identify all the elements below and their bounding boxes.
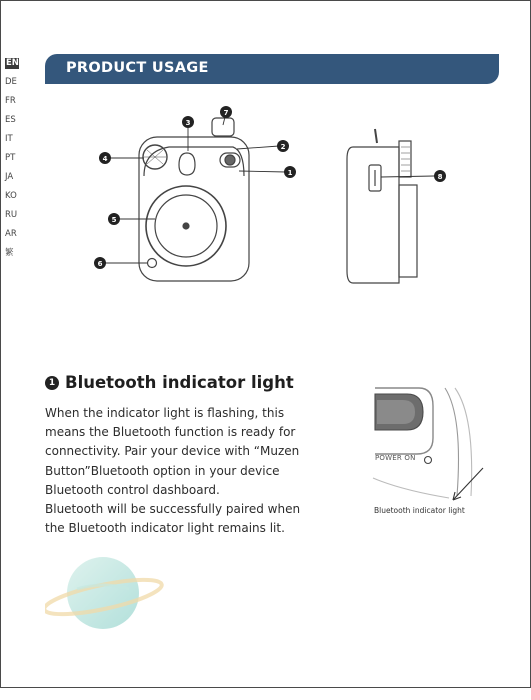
callout-7: 7 bbox=[223, 109, 229, 117]
side-body bbox=[347, 147, 399, 283]
callout-6: 6 bbox=[97, 260, 103, 268]
callout-3: 3 bbox=[185, 119, 191, 127]
bluetooth-indicator-label: Bluetooth indicator light bbox=[374, 506, 465, 515]
lang-it[interactable]: IT bbox=[5, 134, 13, 144]
side-clip bbox=[399, 185, 417, 277]
section-heading bbox=[45, 373, 294, 392]
body-line: Bluetooth will be successfully paired when bbox=[45, 502, 301, 517]
lanyard-loop bbox=[212, 118, 234, 136]
bluetooth-indicator-light bbox=[425, 457, 432, 464]
speaker-center bbox=[183, 223, 189, 229]
callout-4: 4 bbox=[102, 155, 108, 163]
lang-ar[interactable]: AR bbox=[5, 229, 17, 239]
callout-1: 1 bbox=[287, 169, 293, 177]
lang-ko[interactable]: KO bbox=[5, 191, 17, 201]
lang-zh-hant[interactable]: 繁 bbox=[5, 248, 14, 258]
switch-thumb bbox=[225, 155, 235, 165]
lang-pt[interactable]: PT bbox=[5, 153, 16, 163]
banner-title: PRODUCT USAGE bbox=[66, 60, 209, 76]
leader-8 bbox=[381, 176, 434, 177]
section-title: Bluetooth indicator light bbox=[65, 373, 294, 392]
leader-1 bbox=[239, 171, 286, 172]
body-line: connectivity. Pair your device with “Muzen bbox=[45, 444, 300, 459]
section-number-badge: 1 bbox=[45, 376, 59, 390]
device-side bbox=[347, 129, 417, 283]
lang-ja[interactable]: JA bbox=[5, 172, 14, 182]
device-diagram bbox=[1, 1, 531, 371]
callout-2: 2 bbox=[280, 143, 286, 151]
housing-curve bbox=[445, 388, 459, 496]
lang-ru[interactable]: RU bbox=[5, 210, 18, 220]
lang-de[interactable]: DE bbox=[5, 77, 17, 87]
lang-es[interactable]: ES bbox=[5, 115, 16, 125]
lang-en[interactable]: EN bbox=[6, 58, 19, 68]
tuning-knob bbox=[179, 153, 195, 175]
callout-8: 8 bbox=[437, 173, 443, 181]
callout-leaders bbox=[102, 117, 434, 263]
switch-slider-face bbox=[377, 400, 415, 424]
planet-decoration bbox=[45, 541, 175, 646]
lang-fr[interactable]: FR bbox=[5, 96, 16, 106]
charge-led bbox=[148, 259, 157, 268]
section-body bbox=[45, 404, 345, 538]
side-wheel-grip bbox=[401, 147, 410, 171]
body-line: the Bluetooth indicator light remains lit. bbox=[45, 521, 285, 536]
callout-badges bbox=[94, 106, 446, 269]
body-line: Button”Bluetooth option in your device bbox=[45, 463, 280, 478]
power-on-label: POWER ON bbox=[375, 454, 416, 462]
device-front bbox=[139, 118, 249, 281]
body-line: Bluetooth control dashboard. bbox=[45, 482, 220, 497]
side-lanyard bbox=[375, 129, 377, 143]
body-line: means the Bluetooth function is ready for bbox=[45, 425, 296, 440]
callout-5: 5 bbox=[111, 216, 117, 224]
leader-2 bbox=[237, 146, 279, 149]
indicator-detail-illustration bbox=[371, 386, 501, 516]
housing-edge bbox=[373, 478, 449, 498]
body-line: When the indicator light is flashing, this bbox=[45, 406, 285, 420]
